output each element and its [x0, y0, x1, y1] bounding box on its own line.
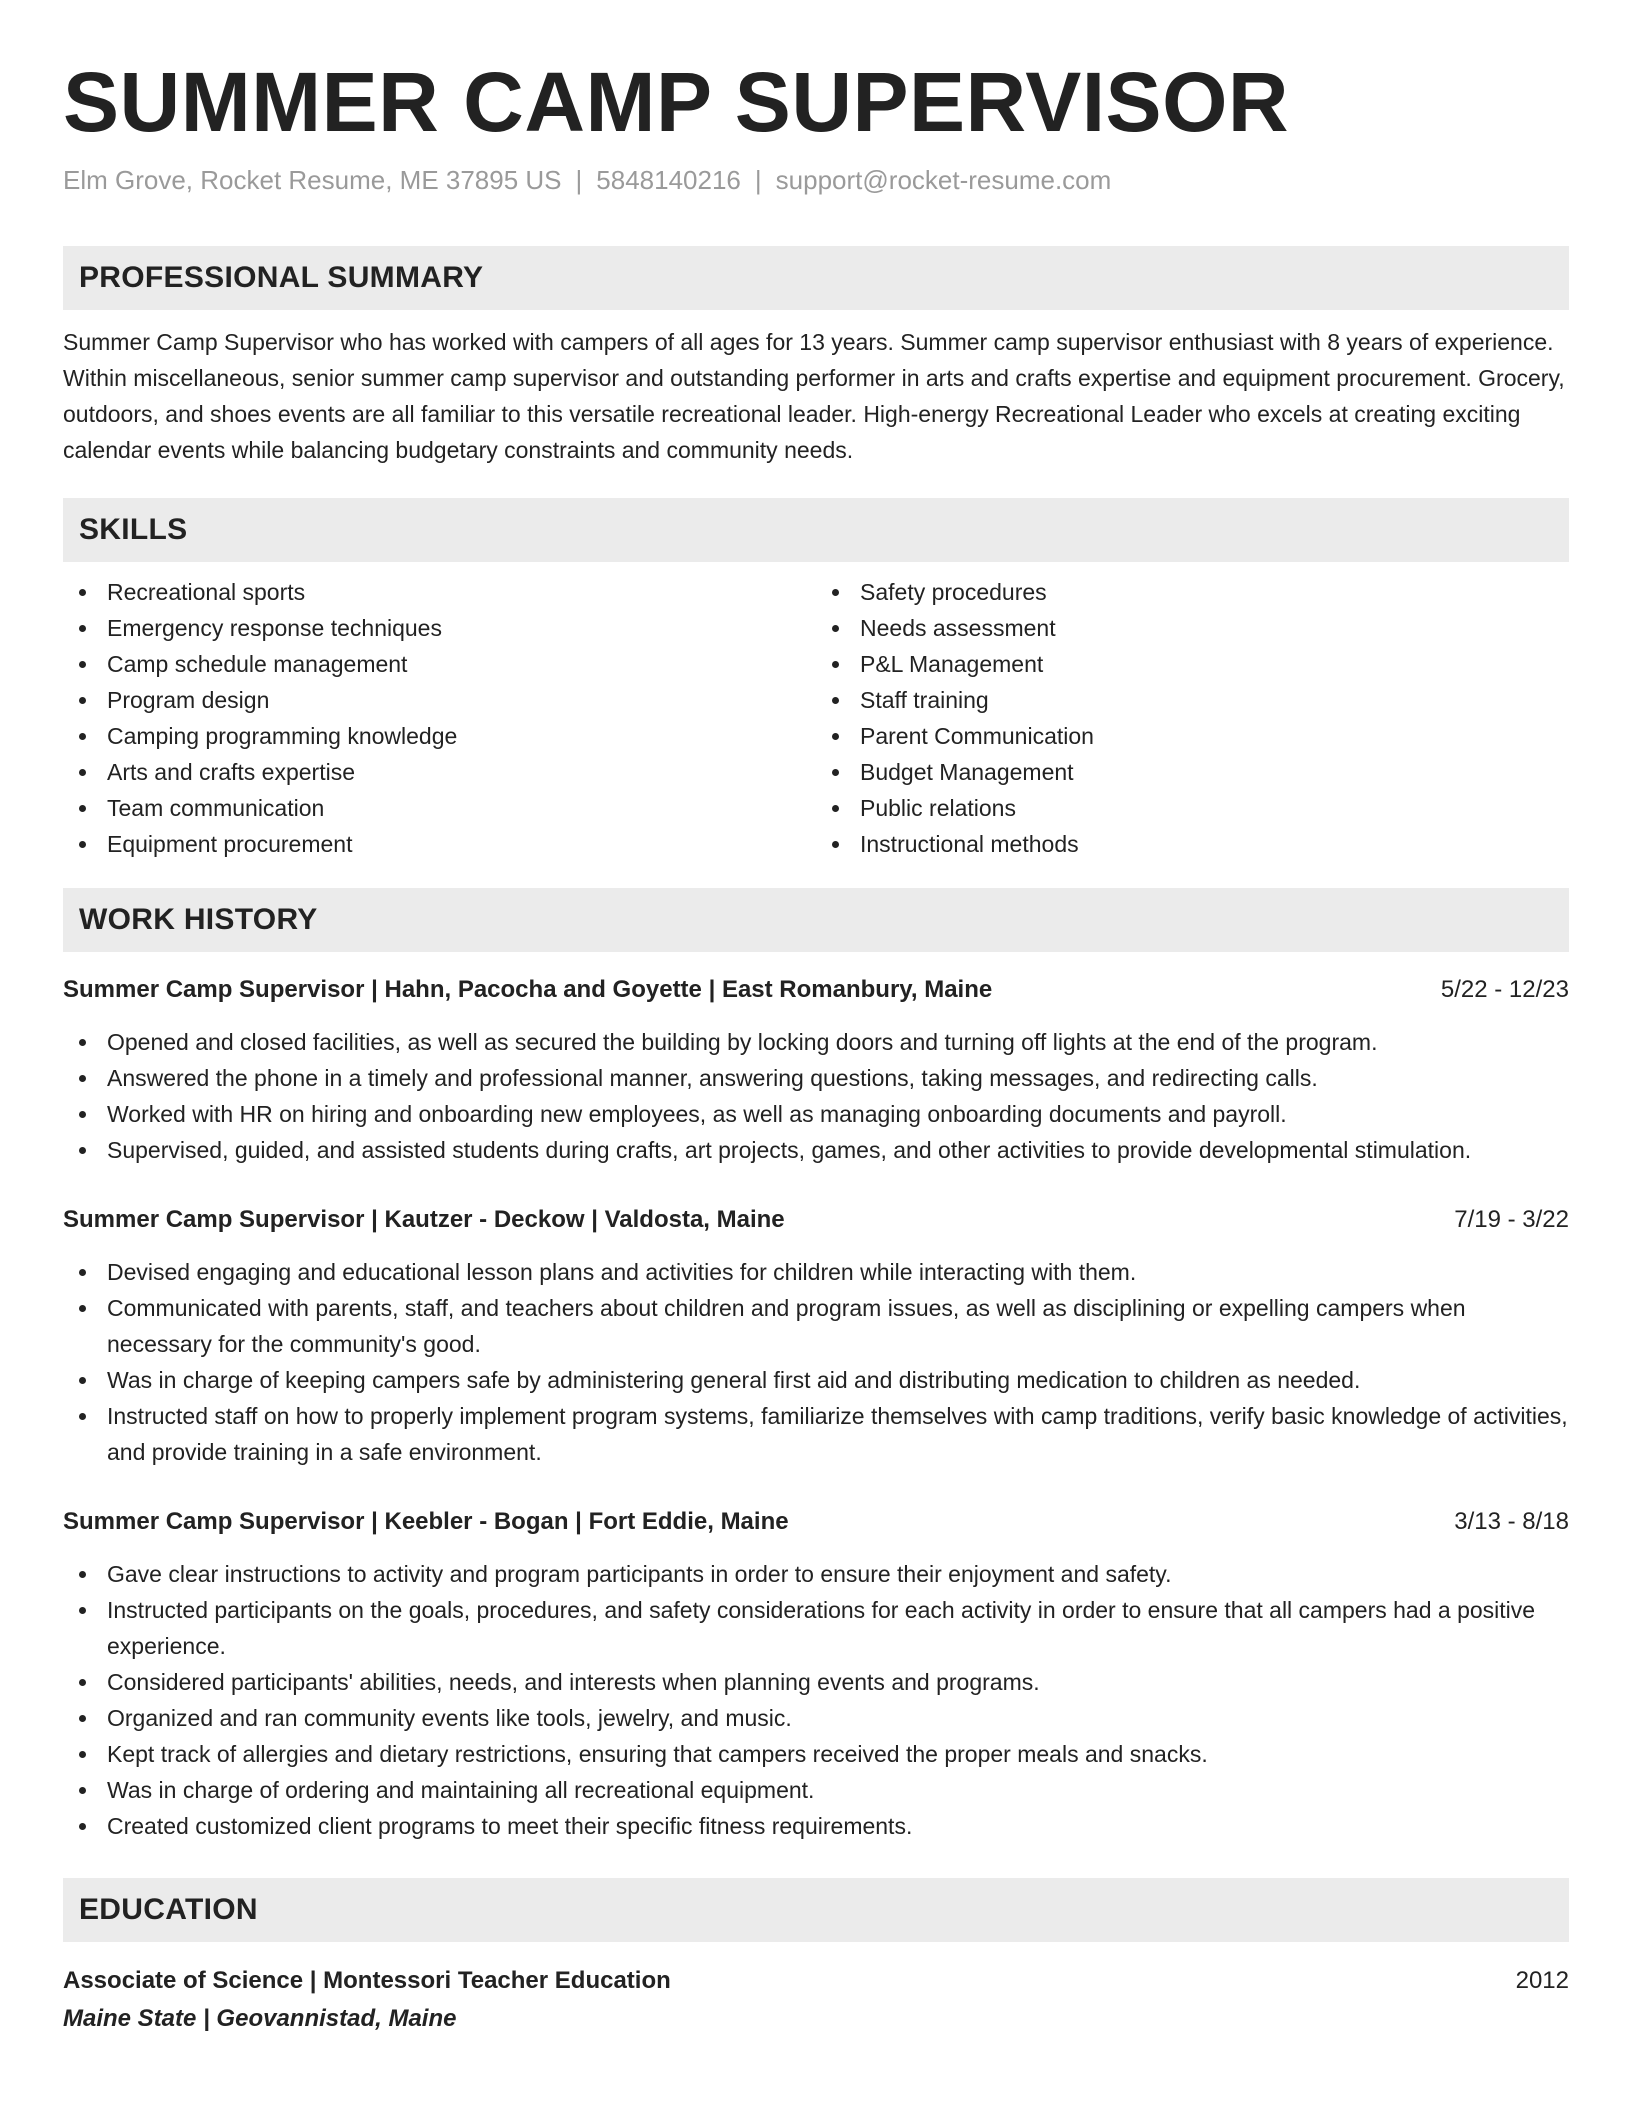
job-heading: Summer Camp Supervisor | Kautzer - Deckow | Valdosta, Maine	[63, 1206, 785, 1233]
summary-paragraph: Summer Camp Supervisor who has worked with campers of all ages for 13 years. Summer camp supervisor enthusiast with 8 years of experience. Within miscellaneous, senior summer camp supervisor and outstanding performer in arts and crafts expertise and equipment procurement. Grocery, outdoors, and shoes events are all familiar to this versatile recreational leader. High-energy Recreational Leader who excels at creating exciting calendar events while balancing budgetary constraints and community needs.	[63, 329, 1565, 463]
job-bullet: Answered the phone in a timely and professional manner, answering questions, taking messages, and redirecting calls.	[63, 1060, 1569, 1096]
contact-separator: |	[575, 165, 583, 195]
skills-column-right	[816, 574, 1569, 862]
job-bullet: Worked with HR on hiring and onboarding new employees, as well as managing onboarding documents and payroll.	[63, 1096, 1569, 1132]
skill-item: Public relations	[816, 790, 1569, 826]
job-bullet: Organized and ran community events like tools, jewelry, and music.	[63, 1700, 1569, 1736]
education-school: Maine State | Geovannistad, Maine	[63, 2005, 457, 2032]
education-year: 2012	[1515, 1967, 1569, 1994]
contact-email[interactable]: support@rocket-resume.com	[775, 165, 1112, 195]
job-bullet: Supervised, guided, and assisted students during crafts, art projects, games, and other activities to provide developmental stimulation.	[63, 1132, 1569, 1168]
job-heading-line	[63, 1504, 1569, 1540]
section-header-work-history: WORK HISTORY	[63, 888, 1569, 952]
section-header-education: EDUCATION	[63, 1878, 1569, 1942]
skill-item: Parent Communication	[816, 718, 1569, 754]
contact-phone: 5848140216	[596, 165, 741, 195]
candidate-name: SUMMER CAMP SUPERVISOR	[63, 55, 1290, 149]
job-bullets	[63, 1024, 1569, 1168]
section-header-skills: SKILLS	[63, 498, 1569, 562]
skill-item: Program design	[63, 682, 816, 718]
job-entry	[63, 972, 1569, 1168]
skill-item: P&L Management	[816, 646, 1569, 682]
job-dates: 3/13 - 8/18	[1454, 1508, 1569, 1535]
job-dates: 5/22 - 12/23	[1440, 976, 1569, 1003]
job-bullet: Considered participants' abilities, needs, and interests when planning events and programs.	[63, 1664, 1569, 1700]
contact-separator: |	[754, 165, 762, 195]
job-bullet: Opened and closed facilities, as well as secured the building by locking doors and turning off lights at the end of the program.	[63, 1024, 1569, 1060]
skill-item: Safety procedures	[816, 574, 1569, 610]
skill-item: Needs assessment	[816, 610, 1569, 646]
job-bullet: Was in charge of ordering and maintaining all recreational equipment.	[63, 1772, 1569, 1808]
job-entry	[63, 1202, 1569, 1470]
job-heading: Summer Camp Supervisor | Hahn, Pacocha and Goyette | East Romanbury, Maine	[63, 976, 993, 1003]
job-bullet: Communicated with parents, staff, and teachers about children and program issues, as well as disciplining or expelling campers when necessary for the community's good.	[63, 1290, 1569, 1362]
job-bullet: Was in charge of keeping campers safe by administering general first aid and distributing medication to children as needed.	[63, 1362, 1569, 1398]
job-bullet: Gave clear instructions to activity and program participants in order to ensure their enjoyment and safety.	[63, 1556, 1569, 1592]
skill-item: Recreational sports	[63, 574, 816, 610]
contact-address: Elm Grove, Rocket Resume, ME 37895 US	[63, 165, 562, 195]
job-entry	[63, 1504, 1569, 1844]
section-header-professional-summary: PROFESSIONAL SUMMARY	[63, 246, 1569, 310]
skill-item: Staff training	[816, 682, 1569, 718]
job-bullets	[63, 1556, 1569, 1844]
skill-item: Instructional methods	[816, 826, 1569, 862]
skill-item: Equipment procurement	[63, 826, 816, 862]
job-heading: Summer Camp Supervisor | Keebler - Bogan | Fort Eddie, Maine	[63, 1508, 789, 1535]
education-degree: Associate of Science | Montessori Teacher Education	[63, 1967, 671, 1994]
job-bullet: Created customized client programs to meet their specific fitness requirements.	[63, 1808, 1569, 1844]
skill-item: Camping programming knowledge	[63, 718, 816, 754]
education-degree-line	[63, 1962, 1569, 2000]
job-bullet: Devised engaging and educational lesson plans and activities for children while interacting with them.	[63, 1254, 1569, 1290]
job-heading-line	[63, 972, 1569, 1008]
job-bullet: Kept track of allergies and dietary restrictions, ensuring that campers received the proper meals and snacks.	[63, 1736, 1569, 1772]
skill-item: Emergency response techniques	[63, 610, 816, 646]
job-bullet: Instructed participants on the goals, procedures, and safety considerations for each activity in order to ensure that all campers had a positive experience.	[63, 1592, 1569, 1664]
skill-item: Team communication	[63, 790, 816, 826]
job-bullet: Instructed staff on how to properly implement program systems, familiarize themselves with camp traditions, verify basic knowledge of activities, and provide training in a safe environment.	[63, 1398, 1569, 1470]
contact-line	[63, 162, 1569, 198]
skills-column-left	[63, 574, 816, 862]
skill-item: Camp schedule management	[63, 646, 816, 682]
skill-item: Arts and crafts expertise	[63, 754, 816, 790]
education-entry	[63, 1962, 1569, 2038]
job-bullets	[63, 1254, 1569, 1470]
job-dates: 7/19 - 3/22	[1454, 1206, 1569, 1233]
job-heading-line	[63, 1202, 1569, 1238]
skills-grid	[63, 574, 1569, 862]
skill-item: Budget Management	[816, 754, 1569, 790]
